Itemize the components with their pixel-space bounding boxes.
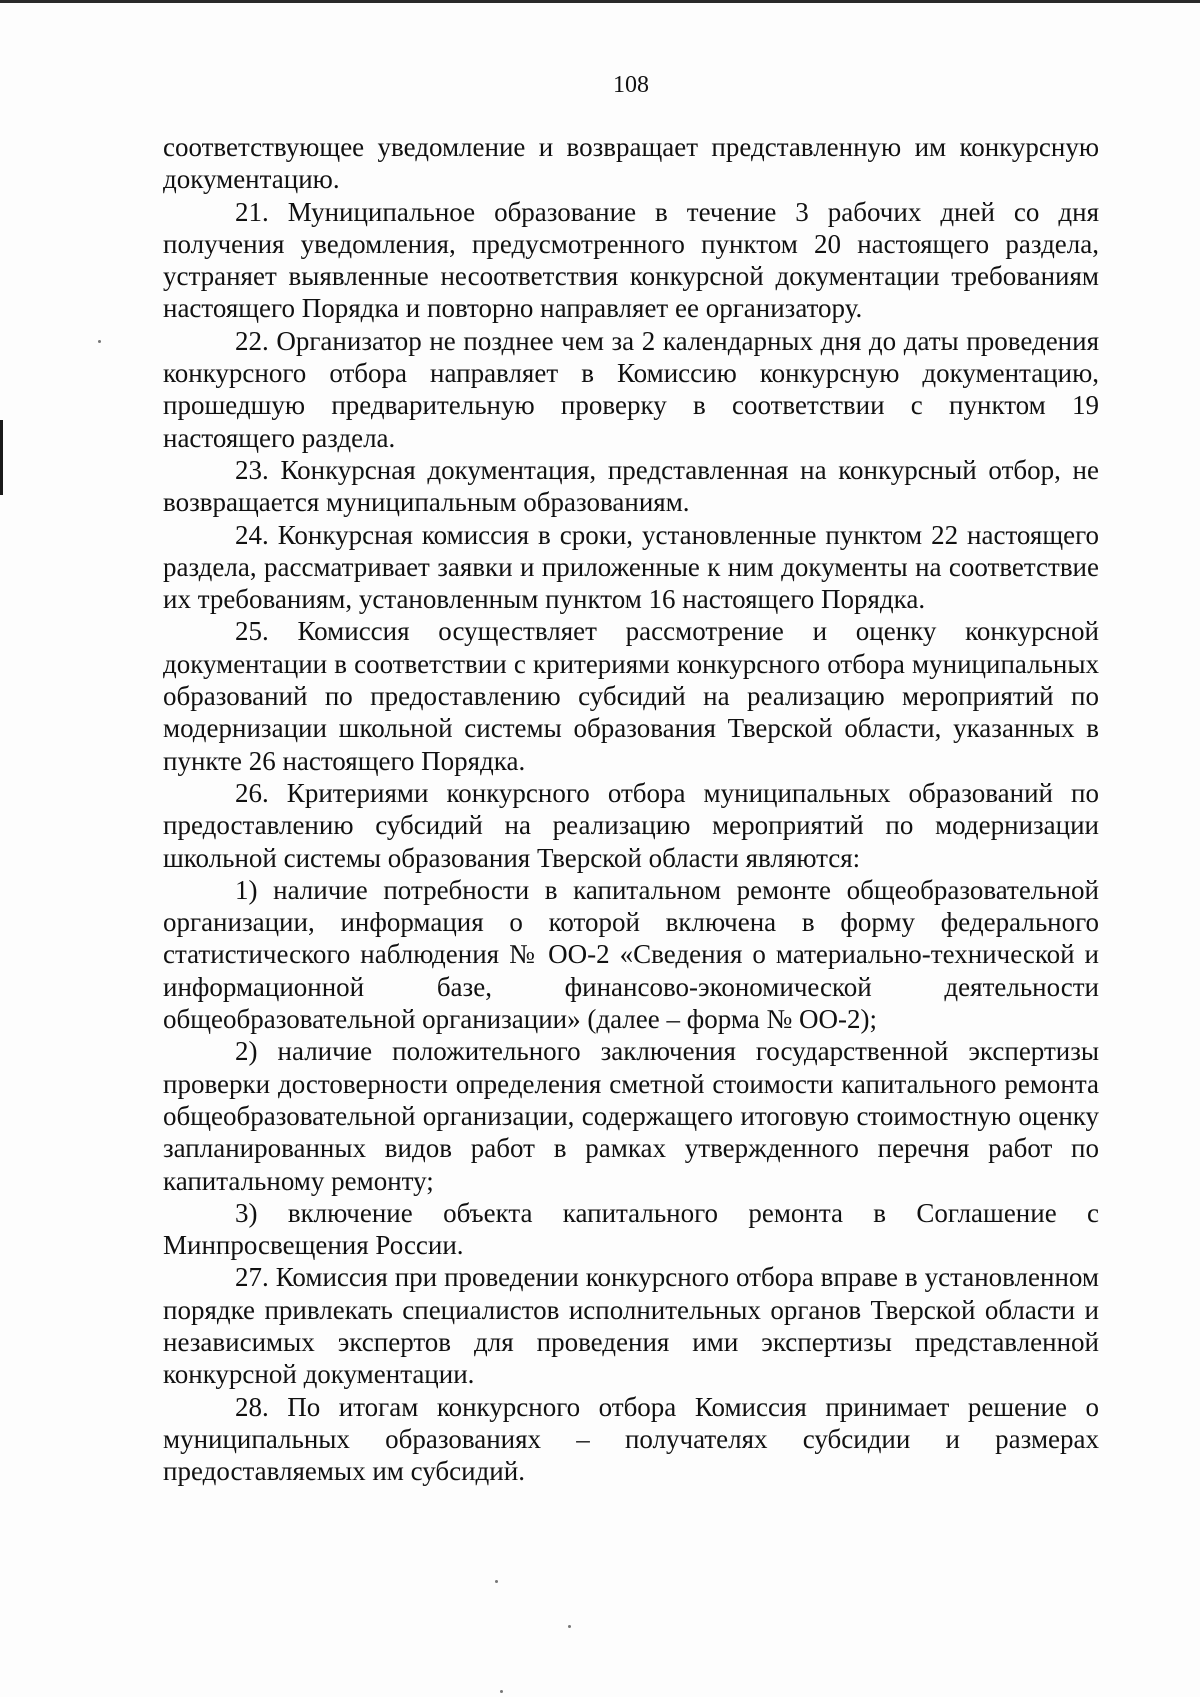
paragraph-27: 27. Комиссия при проведении конкурсного отбора вправе в установленном порядке привлекать специалистов исполнительных органов Тверской области и независимых экспертов для проведения ими экспертизы представленной конкурсной документации. bbox=[163, 1262, 1099, 1390]
criterion-1: 1) наличие потребности в капитальном ремонте общеобразовательной организации, информация о которой включена в форму федерального статистического наблюдения № ОО-2 «Сведения о материально-технической и информационной базе, финансово-экономической деятельности общеобразовательной организации» (далее – форма № ОО-2); bbox=[163, 874, 1099, 1035]
paragraph-24: 24. Конкурсная комиссия в сроки, установленные пунктом 22 настоящего раздела, рассматривает заявки и приложенные к ним документы на соответствие их требованиям, установленным пунктом 16 настоящего Порядка. bbox=[163, 519, 1099, 615]
document-body bbox=[163, 131, 1099, 1487]
criterion-3: 3) включение объекта капитального ремонта в Соглашение с Минпросвещения России. bbox=[163, 1197, 1099, 1261]
paragraph-25: 25. Комиссия осуществляет рассмотрение и оценку конкурсной документации в соответствии с критериями конкурсного отбора муниципальных образований по предоставлению субсидий на реализацию мероприятий по модернизации школьной системы образования Тверской области, указанных в пункте 26 настоящего Порядка. bbox=[163, 616, 1099, 776]
scan-speck bbox=[568, 1625, 571, 1628]
criterion-2: 2) наличие положительного заключения государственной экспертизы проверки достоверности определения сметной стоимости капитального ремонта общеобразовательной организации, содержащего итоговую стоимостную оценку запланированных видов работ в рамках утвержденного перечня работ по капитальному ремонту; bbox=[163, 1036, 1099, 1196]
paragraph-26: 26. Критериями конкурсного отбора муниципальных образований по предоставлению субсидий на реализацию мероприятий по модернизации школьной системы образования Тверской области являются: bbox=[163, 777, 1099, 873]
paragraph-28: 28. По итогам конкурсного отбора Комиссия принимает решение о муниципальных образованиях – получателях субсидии и размерах предоставляемых им субсидий. bbox=[163, 1391, 1099, 1487]
scan-speck bbox=[500, 1690, 503, 1693]
paragraph-continuation: соответствующее уведомление и возвращает представленную им конкурсную документацию. bbox=[163, 132, 1099, 195]
paragraph-23: 23. Конкурсная документация, представленная на конкурсный отбор, не возвращается муниципальным образованиям. bbox=[163, 454, 1099, 518]
scan-speck bbox=[495, 1580, 498, 1583]
page-top-edge bbox=[0, 0, 1200, 3]
scan-margin-mark bbox=[0, 420, 3, 495]
paragraph-21: 21. Муниципальное образование в течение 3 рабочих дней со дня получения уведомления, предусмотренного пунктом 20 настоящего раздела, устраняет выявленные несоответствия конкурсной документации требованиям настоящего Порядка и повторно направляет ее организатору. bbox=[163, 196, 1099, 324]
page-number: 108 bbox=[613, 72, 649, 98]
scan-speck bbox=[98, 340, 101, 343]
paragraph-22: 22. Организатор не позднее чем за 2 календарных дня до даты проведения конкурсного отбора направляет в Комиссию конкурсную документацию, прошедшую предварительную проверку в соответствии с пунктом 19 настоящего раздела. bbox=[163, 325, 1099, 453]
